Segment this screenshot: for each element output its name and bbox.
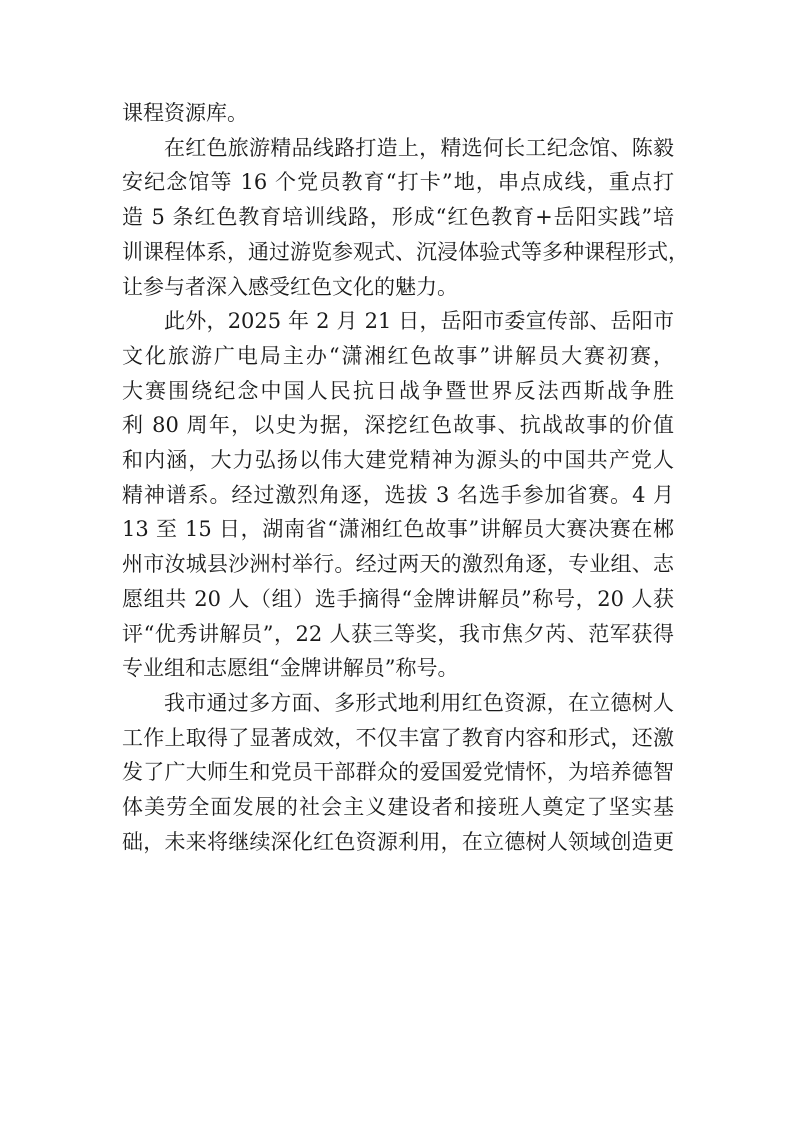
- paragraph-3-line-10: 评“优秀讲解员”，22 人获三等奖，我市焦夕芮、范军获得: [122, 621, 674, 646]
- paragraph-4-line-1: 我市通过多方面、多形式地利用红色资源，在立德树人: [164, 690, 674, 715]
- paragraph-3-line-1: 此外，2025 年 2 月 21 日，岳阳市委宣传部、岳阳市: [164, 309, 674, 334]
- paragraph-4-line-4: 体美劳全面发展的社会主义建设者和接班人奠定了坚实基: [122, 795, 674, 820]
- paragraph-3-line-7: 13 至 15 日，湖南省“潇湘红色故事”讲解员大赛决赛在郴: [122, 517, 674, 542]
- paragraph-3-line-5: 和内涵，大力弘扬以伟大建党精神为源头的中国共产党人: [122, 448, 674, 473]
- document-body: [122, 96, 689, 859]
- paragraph-3-line-2: 文化旅游广电局主办“潇湘红色故事”讲解员大赛初赛，: [122, 343, 674, 368]
- paragraph-2-line-4: 训课程体系，通过游览参观式、沉浸体验式等多种课程形式，: [122, 239, 689, 264]
- paragraph-1-line-1: 课程资源库。: [122, 101, 248, 125]
- paragraph-4-line-2: 工作上取得了显著成效，不仅丰富了教育内容和形式，还激: [122, 725, 674, 750]
- paragraph-3-line-8: 州市汝城县沙洲村举行。经过两天的激烈角逐，专业组、志: [122, 552, 674, 577]
- paragraph-3-line-9: 愿组共 20 人（组）选手摘得“金牌讲解员”称号，20 人获: [122, 586, 674, 611]
- paragraph-2-line-5: 让参与者深入感受红色文化的魅力。: [122, 274, 458, 299]
- paragraph-3-line-11: 专业组和志愿组“金牌讲解员”称号。: [122, 656, 459, 681]
- paragraph-2-line-1: 在红色旅游精品线路打造上，精选何长工纪念馆、陈毅: [164, 135, 674, 160]
- paragraph-2-line-3: 造 5 条红色教育培训线路，形成“红色教育+岳阳实践”培: [122, 205, 674, 230]
- paragraph-4-line-5: 础，未来将继续深化红色资源利用，在立德树人领域创造更: [122, 829, 674, 854]
- paragraph-4-line-3: 发了广大师生和党员干部群众的爱国爱党情怀，为培养德智: [122, 760, 674, 785]
- paragraph-3-line-4: 利 80 周年，以史为据，深挖红色故事、抗战故事的价值: [122, 413, 674, 438]
- paragraph-3-line-3: 大赛围绕纪念中国人民抗日战争暨世界反法西斯战争胜: [122, 378, 674, 403]
- paragraph-3-line-6: 精神谱系。经过激烈角逐，选拔 3 名选手参加省赛。4 月: [122, 482, 674, 507]
- paragraph-2-line-2: 安纪念馆等 16 个党员教育“打卡”地，串点成线，重点打: [122, 170, 674, 195]
